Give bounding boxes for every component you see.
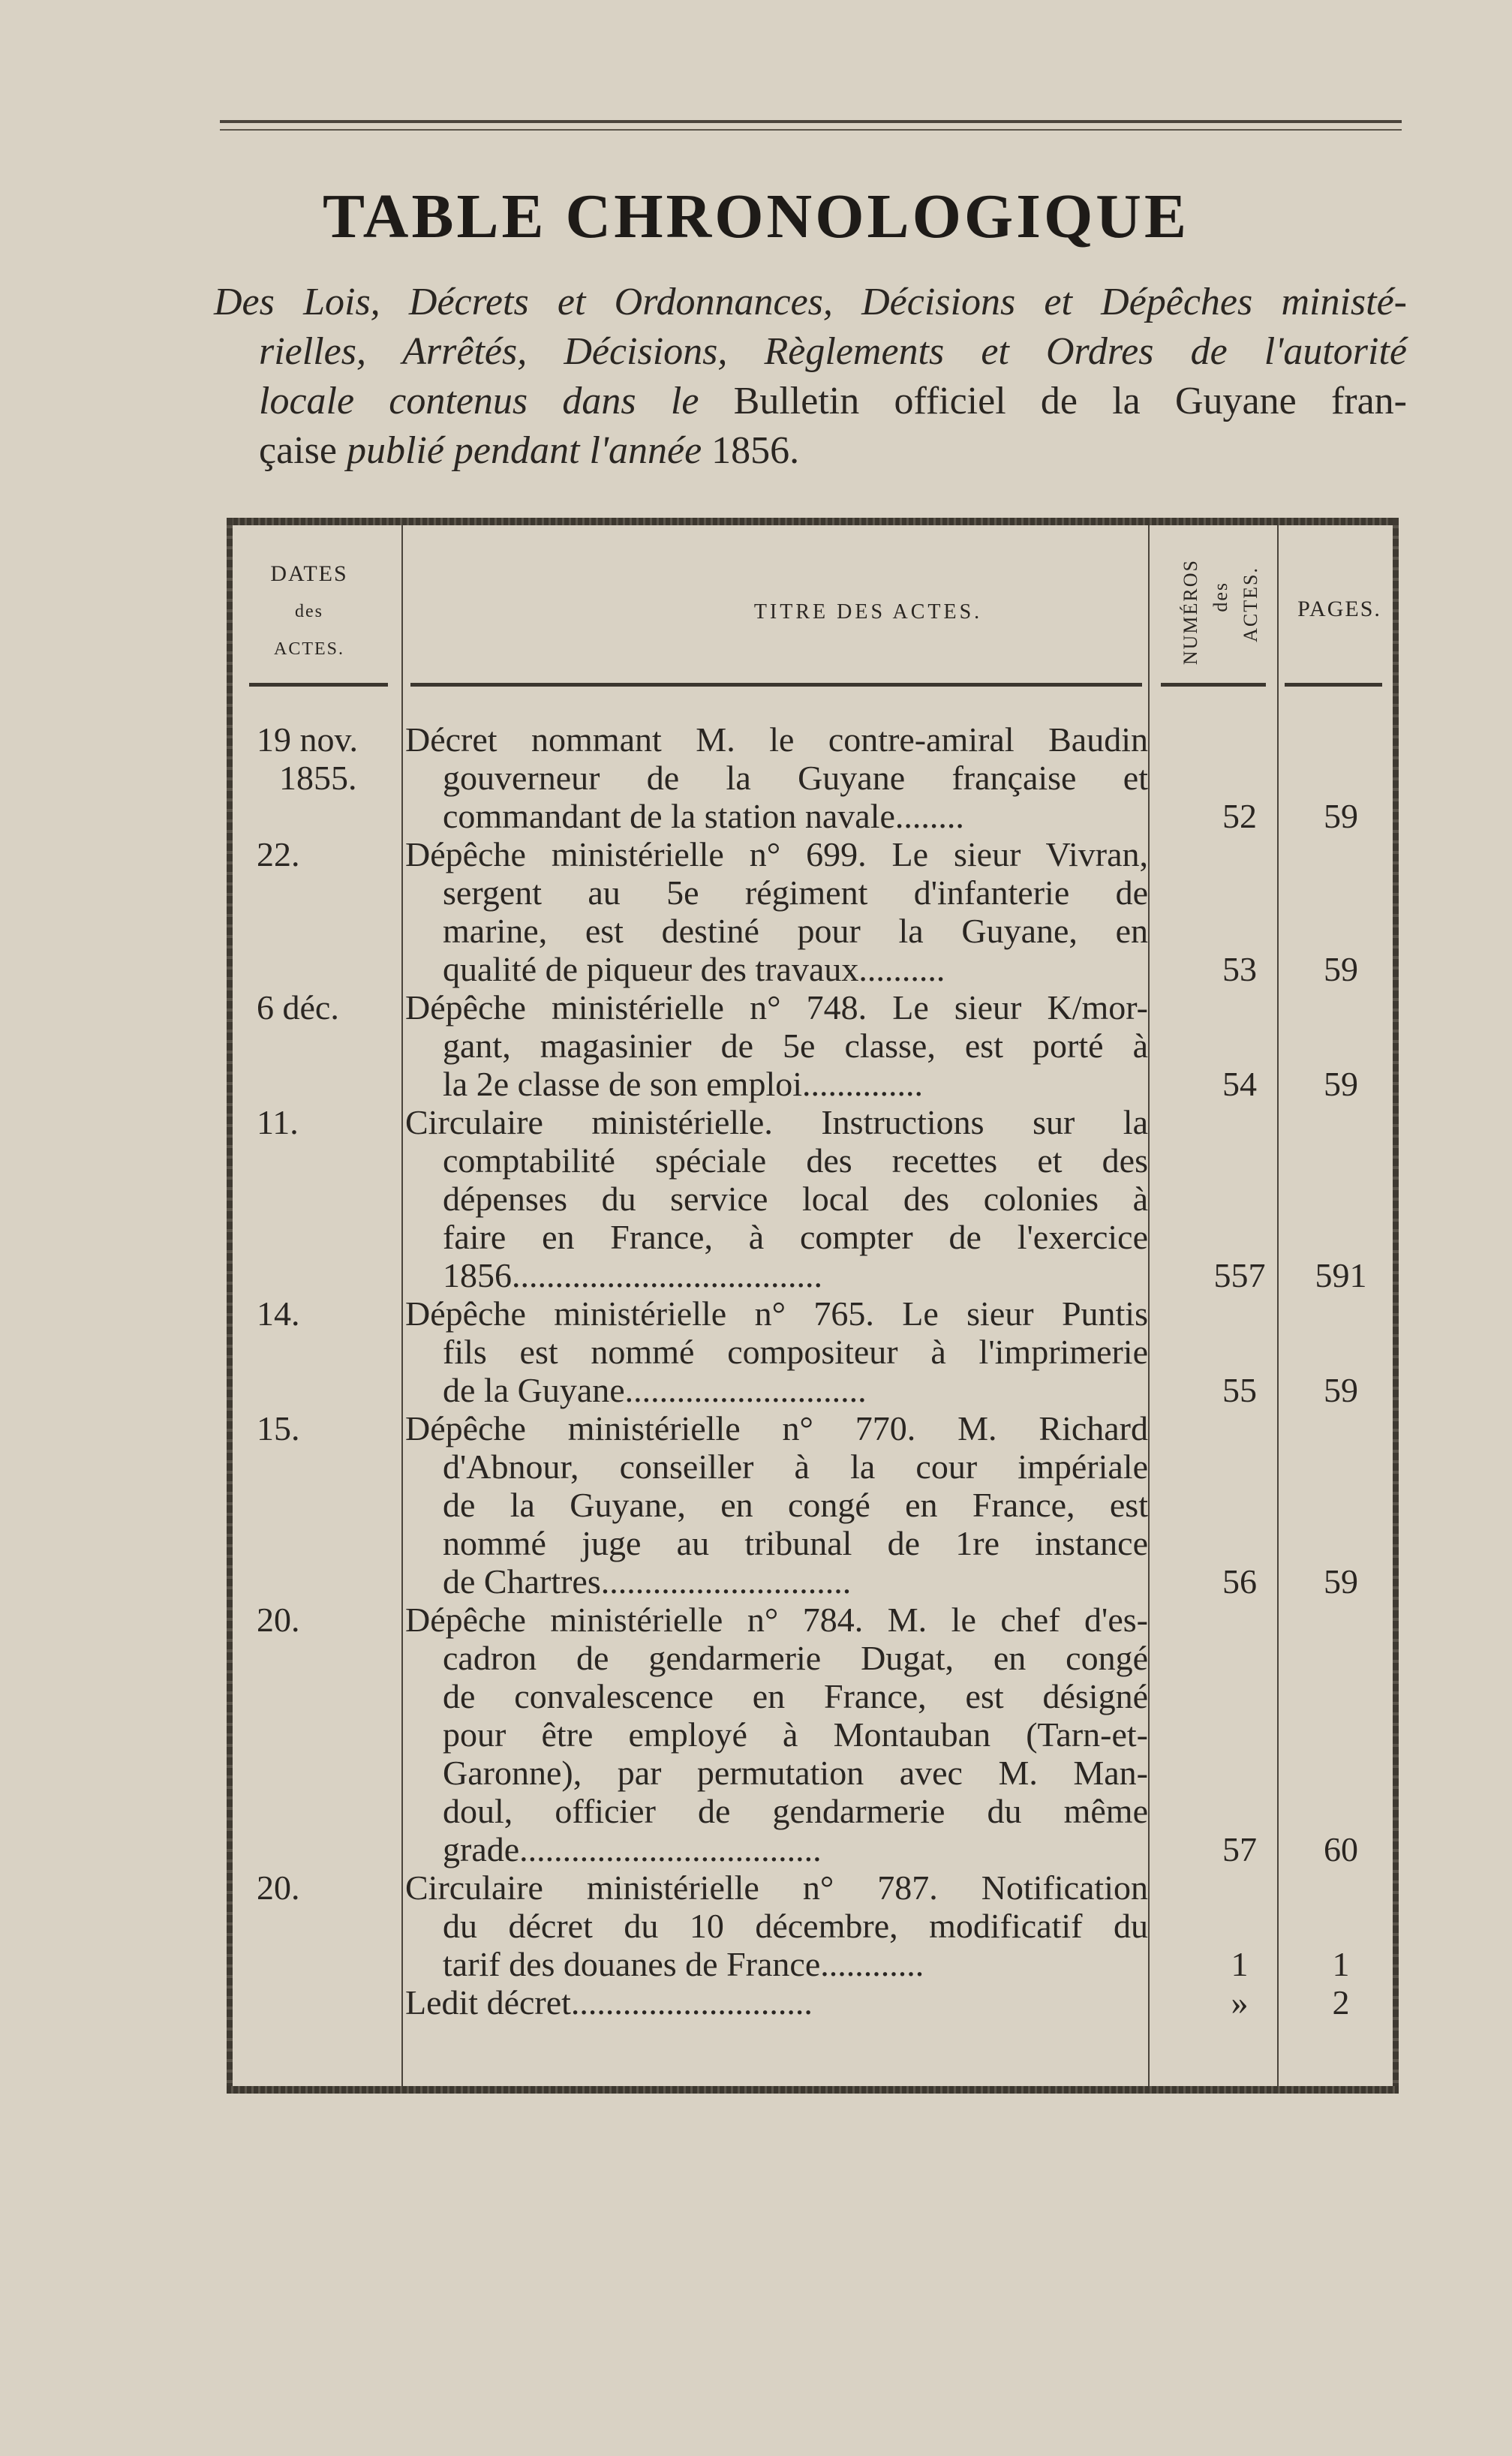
row-date-line: 20. (257, 1601, 300, 1639)
row-title-line: gant, magasinier de 5e classe, est porté à (443, 1027, 1148, 1065)
row-page-number: 59 (1324, 1371, 1358, 1409)
row-date (257, 1409, 392, 1447)
row-title-line: gouverneur de la Guyane française et (443, 759, 1148, 797)
row-date (257, 720, 392, 797)
header-dates-line3: ACTES. (273, 639, 344, 659)
row-title-line: Dépêche ministérielle n° 765. Le sieur Puntis (405, 1294, 1148, 1333)
row-title (405, 1294, 1148, 1409)
row-date-line: 6 déc. (257, 988, 339, 1027)
row-act-number: 53 (1222, 950, 1257, 988)
row-act-number: 52 (1222, 797, 1257, 835)
row-title-line: tarif des douanes de France............ (443, 1945, 924, 1983)
page-subtitle (214, 278, 1407, 476)
row-act-number: » (1231, 1983, 1249, 2022)
row-title-line: marine, est destiné pour la Guyane, en (443, 912, 1148, 950)
row-title-line: Dépêche ministérielle n° 748. Le sieur K/mor- (405, 988, 1148, 1027)
header-rule-numeros (1161, 683, 1266, 687)
row-title (405, 720, 1148, 835)
subtitle-fragment: çaise (259, 429, 347, 472)
row-title-line: commandant de la station navale........ (443, 797, 964, 835)
row-act-number: 56 (1222, 1562, 1257, 1601)
row-title-line: de la Guyane, en congé en France, est (443, 1486, 1148, 1524)
row-title-line: 1856.................................... (443, 1256, 822, 1294)
row-title-line: Dépêche ministérielle n° 784. M. le chef d'es- (405, 1601, 1148, 1639)
row-title-line: Ledit décret............................ (405, 1983, 813, 2022)
row-title-line: Décret nommant M. le contre-amiral Baudin (405, 720, 1148, 759)
row-page-number: 1 (1332, 1945, 1350, 1983)
row-title-line: de Chartres............................. (443, 1562, 852, 1601)
row-title-line: faire en France, à compter de l'exercice (443, 1218, 1148, 1256)
row-title-line: pour être employé à Montauban (Tarn-et- (443, 1715, 1148, 1754)
row-page-number: 59 (1324, 1562, 1358, 1601)
row-page-number: 59 (1324, 1065, 1358, 1103)
table-row (227, 1294, 1399, 1409)
table-row (227, 1601, 1399, 1868)
row-act-number: 1 (1231, 1945, 1249, 1983)
row-date-line: 22. (257, 835, 300, 873)
subtitle-line (214, 377, 1407, 426)
header-numeros-line3: ACTES. (1240, 567, 1261, 642)
row-page-number: 59 (1324, 950, 1358, 988)
table-row (227, 835, 1399, 988)
header-numeros-line2: des (1210, 582, 1231, 612)
row-title (405, 1983, 1148, 2022)
header-dates (257, 555, 362, 668)
row-act-number: 57 (1222, 1830, 1257, 1868)
row-title-line: qualité de piqueur des travaux.......... (443, 950, 945, 988)
subtitle-fragment: 1856. (711, 429, 800, 472)
header-numeros-line1: NUMÉROS (1180, 559, 1201, 666)
table-row (227, 988, 1399, 1103)
row-date-line: 19 nov. (257, 720, 359, 759)
header-dates-line1: DATES (270, 561, 348, 586)
subtitle-line (214, 426, 1407, 476)
row-page-number: 2 (1332, 1983, 1350, 2022)
row-date (257, 835, 392, 873)
row-title-line: Garonne), par permutation avec M. Man- (443, 1754, 1148, 1792)
header-rule-dates (249, 683, 388, 687)
row-title-line: Circulaire ministérielle n° 787. Notification (405, 1868, 1148, 1907)
row-title (405, 835, 1148, 988)
subtitle-fragment: rielles, Arrêtés, Décisions, Règlements et Ordres de l'autorité (259, 330, 1407, 373)
row-title-line: nommé juge au tribunal de 1re instance (443, 1524, 1148, 1562)
row-date (257, 1294, 392, 1333)
row-title-line: comptabilité spéciale des recettes et des (443, 1141, 1148, 1180)
row-title (405, 988, 1148, 1103)
row-title-line: de convalescence en France, est désigné (443, 1677, 1148, 1715)
row-title-line: cadron de gendarmerie Dugat, en congé (443, 1639, 1148, 1677)
row-act-number: 55 (1222, 1371, 1257, 1409)
row-title-line: de la Guyane............................ (443, 1371, 867, 1409)
table-row (227, 1103, 1399, 1294)
subtitle-fragment: Bulletin officiel de la Guyane fran- (733, 380, 1407, 422)
row-title-line: fils est nommé compositeur à l'imprimerie (443, 1333, 1148, 1371)
row-title-line: d'Abnour, conseiller à la cour impériale (443, 1447, 1148, 1486)
top-rule-thin (220, 129, 1402, 131)
header-dates-line2: des (295, 602, 323, 621)
row-title-line: grade................................... (443, 1830, 822, 1868)
table-top-border (227, 518, 1399, 525)
subtitle-fragment: locale contenus dans le (259, 380, 734, 422)
row-date (257, 1601, 392, 1639)
row-act-number: 557 (1213, 1256, 1266, 1294)
table-row (227, 720, 1399, 835)
table-body (227, 720, 1399, 2022)
page-title: TABLE CHRONOLOGIQUE (323, 182, 1189, 251)
row-date (257, 1103, 392, 1141)
subtitle-line (214, 278, 1407, 327)
row-title (405, 1103, 1148, 1294)
row-title-line: Dépêche ministérielle n° 699. Le sieur Vivran, (405, 835, 1148, 873)
row-title (405, 1601, 1148, 1868)
row-page-number: 59 (1324, 797, 1358, 835)
header-pages: PAGES. (1297, 597, 1381, 621)
row-date-line: 11. (257, 1103, 299, 1141)
chronological-table (227, 518, 1399, 2094)
header-rule-titre (410, 683, 1142, 687)
row-date-line: 1855. (279, 759, 357, 797)
row-title-line: dépenses du service local des colonies à (443, 1180, 1148, 1218)
table-bottom-border (227, 2086, 1399, 2094)
row-title-line: doul, officier de gendarmerie du même (443, 1792, 1148, 1830)
table-row (227, 1409, 1399, 1601)
header-numeros (1176, 559, 1288, 694)
row-title-line: Dépêche ministérielle n° 770. M. Richard (405, 1409, 1148, 1447)
row-page-number: 591 (1315, 1256, 1367, 1294)
table-row (227, 1983, 1399, 2022)
row-date (257, 1868, 392, 1907)
row-title-line: la 2e classe de son emploi.............. (443, 1065, 924, 1103)
subtitle-fragment: publié pendant l'année (346, 429, 712, 472)
subtitle-fragment: Des Lois, Décrets et Ordonnances, Décisions et Dépêches ministé- (214, 281, 1407, 323)
row-date-line: 14. (257, 1294, 300, 1333)
row-title (405, 1409, 1148, 1601)
row-title-line: Circulaire ministérielle. Instructions sur la (405, 1103, 1148, 1141)
row-date (257, 988, 392, 1027)
header-titre: TITRE DES ACTES. (753, 600, 983, 624)
header-rule-pages (1285, 683, 1382, 687)
row-page-number: 60 (1324, 1830, 1358, 1868)
row-date-line: 15. (257, 1409, 300, 1447)
row-date-line: 20. (257, 1868, 300, 1907)
row-title (405, 1868, 1148, 1983)
row-act-number: 54 (1222, 1065, 1257, 1103)
row-title-line: sergent au 5e régiment d'infanterie de (443, 873, 1148, 912)
row-title-line: du décret du 10 décembre, modificatif du (443, 1907, 1148, 1945)
table-row (227, 1868, 1399, 1983)
subtitle-line (214, 327, 1407, 377)
top-rule (220, 120, 1402, 123)
